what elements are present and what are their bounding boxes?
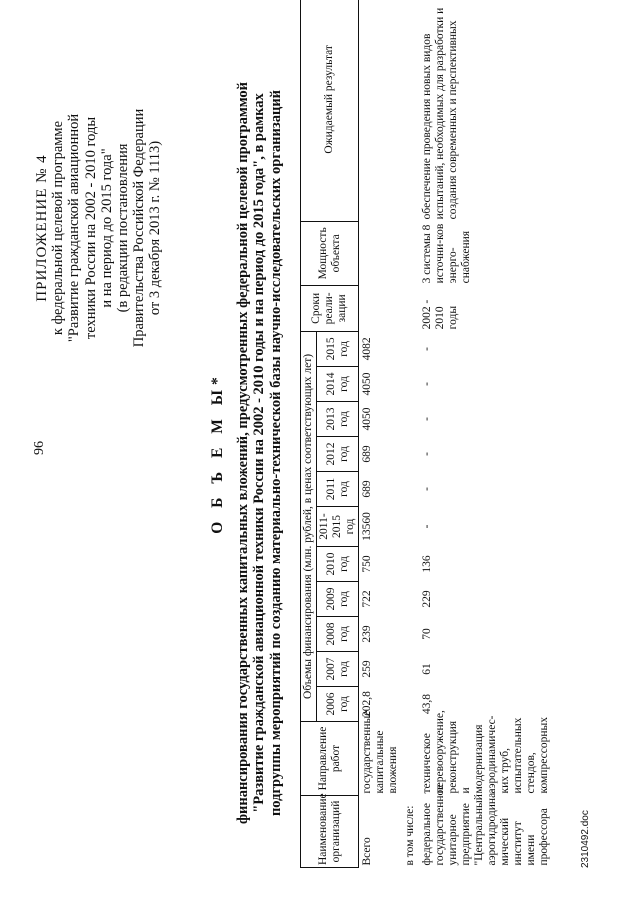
header-org: Наименование организаций [301,796,359,868]
header-year: 2007 год [317,652,359,687]
annex-line: и на период до 2015 года" [98,148,115,308]
annex-block [34,38,164,418]
title-line: "Развитие гражданской авиационной техники России на 2002 - 2010 годы и на период до 2015 года", в рамках [251,93,267,813]
cell-capacity [359,221,403,285]
cell-capacity: 3 системы 8 источни-ков энерго-снабжения [421,223,472,284]
cell-result [359,0,403,221]
file-name: 2310492.doc [580,810,591,868]
cell-work: государственные капитальные вложения [359,722,403,796]
header-year: 2010 год [317,547,359,582]
annex-line: (в редакции постановления [115,143,132,313]
title-main: О Б Ъ Е М Ы* [209,372,226,534]
header-year: 2014 год [317,367,359,402]
cell-value: 43,8 [421,693,433,715]
header-year: 2008 год [317,617,359,652]
cell-value: 229 [421,590,433,608]
cell-value: 4050 [359,402,403,437]
cell-value: 689 [359,437,403,472]
cell-value: 4050 [359,367,403,402]
cell-period: 2002 - 2010 годы [421,299,459,330]
document-title [210,38,284,868]
header-capacity: Мощность объекта [301,221,359,285]
rotated-page [32,7,592,868]
annex-line: техники России на 2002 - 2010 годы [82,116,99,340]
header-year: 2009 год [317,582,359,617]
title-line: подгруппы мероприятий по созданию материально-технической базы научно-исследовательских организаций [267,89,284,817]
header-financing: Объемы финансирования (млн. рублей, в ценах соответствующих лет) [301,331,317,721]
annex-heading: ПРИЛОЖЕНИЕ № 4 [34,154,50,302]
header-year: 2013 год [317,402,359,437]
header-result: Ожидаемый результат [301,0,359,221]
annex-line: "Развитие гражданской авиационной [66,113,83,343]
cell-work: техническое перевооружение, реконструкция и модернизация аэродинамичес-ких труб, испытательных стендов, компрессорных [421,710,550,794]
cell-value: - [421,487,433,491]
total-row [359,0,403,868]
cell-value: - [421,417,433,421]
cell-value: - [421,524,433,529]
cell-org: федеральное государственное унитарное предприятие "Центральный аэрогидродина-мический институт имени профессора [421,784,550,866]
cell-value: 61 [421,663,433,675]
cell-period [359,285,403,331]
cell-value: 202,8 [359,687,403,722]
cell-result: обеспечение проведения новых видов испытаний, необходимых для разработки и создания современных и перспективных [421,7,459,220]
cell-value: 259 [359,652,403,687]
header-year: 2011-2015 год [317,507,359,547]
header-year: 2015 год [317,331,359,366]
header-year: 2012 год [317,437,359,472]
cell-value: 239 [359,617,403,652]
cell-value: 70 [421,628,433,640]
table-row [419,0,553,868]
page-number: 96 [32,441,47,455]
header-period: Сроки реали-зации [301,285,359,331]
header-year: 2006 год [317,687,359,722]
cell-value: 13560 [359,507,403,547]
annex-line: к федеральной целевой программе [50,120,67,336]
cell-value: 4082 [359,331,403,366]
header-work: Направление работ [301,722,359,796]
subtotal-label: в том числе: [404,805,416,866]
cell-value: 722 [359,582,403,617]
cell-value: - [421,347,433,351]
cell-value: - [421,452,433,456]
annex-line: от 3 декабря 2013 г. № 1113) [147,140,164,316]
annex-line: Правительства Российской Федерации [131,108,148,348]
cell-org: Всего [359,796,403,868]
subtotal-label-row [402,0,419,868]
cell-value: - [421,382,433,386]
title-line: финансирования государственных капитальных вложений, предусмотренных федеральной целевой программой [234,81,251,825]
cell-value: 750 [359,547,403,582]
cell-value: 689 [359,472,403,507]
header-year: 2011 год [317,472,359,507]
financing-table [300,0,553,868]
cell-value: 136 [421,555,433,573]
